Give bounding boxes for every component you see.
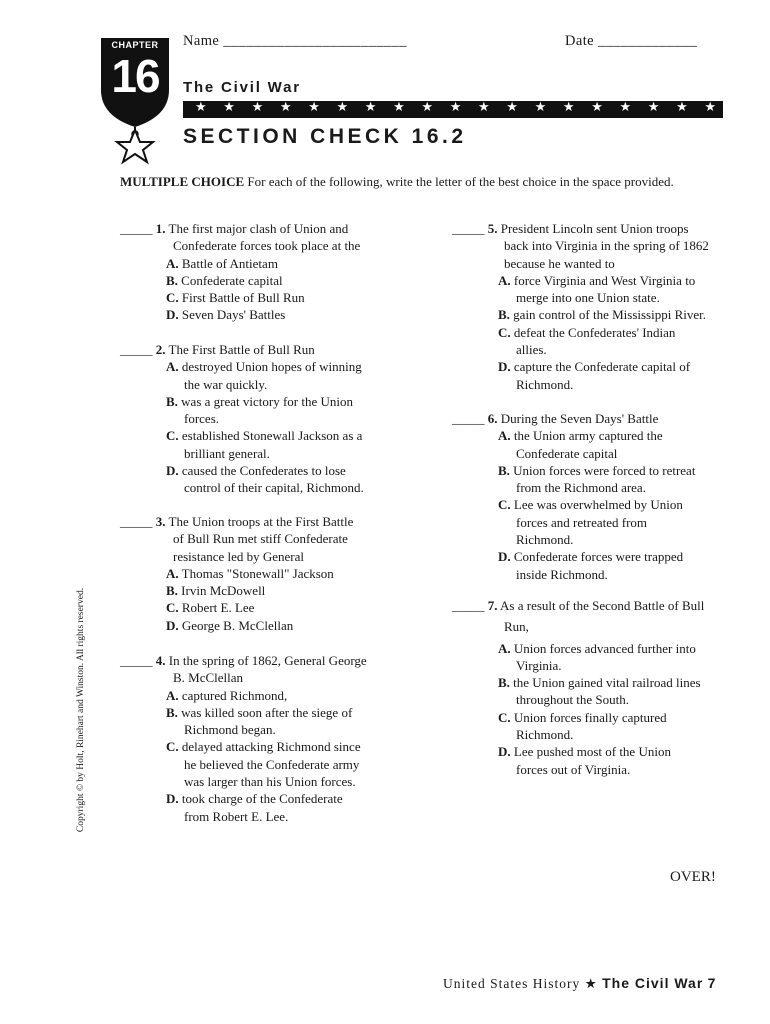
option-letter: D. [498, 359, 511, 375]
option-letter: D. [166, 791, 179, 807]
band-star-icon: ★ [393, 100, 405, 115]
question-stem [452, 220, 709, 237]
question-stem [452, 597, 704, 614]
answer-blank[interactable]: _____ [452, 411, 485, 426]
option-letter: D. [166, 307, 179, 323]
option-text-continued: from the Richmond area. [516, 480, 646, 496]
option-letter: A. [166, 359, 179, 375]
option-d [452, 743, 704, 760]
option-a [452, 427, 695, 444]
question-number: 6. [484, 411, 498, 426]
option-text: captured Richmond, [178, 687, 288, 703]
instructions-label: MULTIPLE CHOICE [120, 174, 245, 189]
option-letter: A. [498, 272, 511, 288]
question-2 [120, 341, 364, 497]
option-letter: B. [166, 583, 178, 599]
band-star-icon: ★ [336, 100, 349, 115]
section-title: SECTION CHECK 16.2 [183, 125, 467, 148]
option-b [120, 582, 353, 599]
answer-blank[interactable]: _____ [120, 342, 153, 357]
option-text: Irvin McDowell [177, 583, 266, 599]
option-text-continued: Confederate capital [516, 445, 618, 461]
option-d [120, 790, 367, 807]
question-text: Confederate forces took place at the [173, 238, 361, 254]
option-text: was a great victory for the Union [177, 393, 354, 409]
question-stem [120, 513, 353, 530]
option-letter: C. [498, 324, 511, 340]
question-5 [452, 220, 709, 393]
option-text: the Union army captured the [510, 428, 663, 444]
option-letter: B. [498, 462, 510, 478]
question-text: President Lincoln sent Union troops [497, 221, 689, 236]
option-b [452, 674, 704, 691]
band-star-icon: ★ [251, 100, 264, 115]
question-text: back into Virginia in the spring of 1862 [504, 238, 709, 254]
footer-page-number: 7 [707, 975, 717, 991]
option-letter: A. [498, 640, 511, 656]
footer-star-icon: ★ [584, 976, 598, 991]
option-d [120, 617, 353, 634]
option-text: Seven Days' Battles [178, 307, 286, 323]
option-text: Thomas "Stonewall" Jackson [178, 565, 334, 581]
option-letter: B. [498, 307, 510, 323]
option-text: First Battle of Bull Run [178, 290, 305, 306]
question-text: The First Battle of Bull Run [165, 342, 315, 357]
option-text-continued: brilliant general. [184, 445, 270, 461]
question-3 [120, 513, 353, 634]
band-star-icon: ★ [506, 100, 518, 115]
option-b [452, 462, 695, 479]
option-c [120, 599, 353, 616]
answer-blank[interactable]: _____ [120, 653, 153, 668]
band-star-icon: ★ [421, 100, 434, 115]
question-number: 2. [152, 342, 166, 357]
option-text: gain control of the Mississippi River. [509, 307, 706, 323]
option-letter: C. [166, 600, 179, 616]
option-letter: C. [498, 497, 511, 513]
question-number: 3. [152, 514, 166, 529]
question-number: 7. [484, 598, 498, 613]
option-text-continued: the war quickly. [184, 376, 268, 392]
option-text-continued: merge into one Union state. [516, 290, 660, 306]
instructions-text: For each of the following, write the letter of the best choice in the space provided. [244, 174, 674, 189]
option-d [120, 306, 360, 323]
option-text: Robert E. Lee [178, 600, 255, 616]
question-text: During the Seven Days' Battle [497, 411, 659, 426]
option-text: George B. McClellan [178, 617, 294, 633]
option-text-continued: he believed the Confederate army [184, 756, 360, 772]
band-star-icon: ★ [619, 100, 632, 115]
question-number: 4. [152, 653, 166, 668]
question-text: B. McClellan [173, 670, 244, 686]
option-a [120, 687, 367, 704]
option-text: the Union gained vital railroad lines [509, 675, 701, 691]
over-label: OVER! [670, 869, 716, 885]
option-letter: C. [166, 428, 179, 444]
option-letter: D. [498, 744, 511, 760]
option-c [452, 709, 704, 726]
option-letter: B. [166, 393, 178, 409]
option-d [120, 462, 364, 479]
answer-blank[interactable]: _____ [452, 598, 485, 613]
option-text-continued: Richmond. [516, 727, 574, 743]
footer-book: United States History [443, 976, 581, 991]
question-text: In the spring of 1862, General George [165, 653, 367, 668]
band-star-icon: ★ [364, 100, 377, 115]
question-6 [452, 410, 695, 583]
option-a [452, 640, 704, 657]
option-d [452, 358, 709, 375]
option-c [452, 324, 709, 341]
option-text: caused the Confederates to lose [178, 463, 346, 479]
option-text: established Stonewall Jackson as a [178, 428, 363, 444]
option-letter: B. [498, 675, 510, 691]
option-text: capture the Confederate capital of [510, 359, 691, 375]
question-text: The Union troops at the First Battle [165, 514, 354, 529]
option-letter: A. [166, 687, 179, 703]
question-text: of Bull Run met stiff Confederate [173, 531, 348, 547]
option-text: was killed soon after the siege of [177, 704, 353, 720]
question-stem [120, 652, 367, 669]
star-icon [117, 130, 153, 162]
name-field[interactable]: Name ________________________ [183, 33, 407, 49]
option-text-continued: allies. [516, 342, 547, 358]
option-text: Union forces finally captured [510, 709, 667, 725]
option-text-continued: throughout the South. [516, 692, 630, 708]
option-text-continued: was larger than his Union forces. [184, 774, 356, 790]
question-number: 1. [152, 221, 166, 236]
question-text: resistance led by General [173, 548, 305, 564]
question-stem [120, 220, 360, 237]
answer-blank[interactable]: _____ [120, 514, 153, 529]
option-b [120, 272, 360, 289]
option-text-continued: inside Richmond. [516, 566, 608, 582]
option-letter: D. [166, 463, 179, 479]
option-text-continued: Richmond began. [184, 722, 276, 738]
question-7 [452, 597, 704, 778]
copyright-notice: Copyright © by Holt, Rinehart and Winston. All rights reserved. [76, 587, 86, 833]
option-a [120, 255, 360, 272]
badge-number: 16 [111, 50, 159, 102]
option-text: Lee pushed most of the Union [510, 744, 671, 760]
band-star-icon: ★ [449, 100, 462, 115]
band-star-icon: ★ [534, 100, 547, 115]
option-letter: B. [166, 704, 178, 720]
option-text-continued: forces and retreated from [516, 514, 648, 530]
band-star-icon: ★ [591, 100, 603, 115]
band-star-icon: ★ [308, 100, 320, 115]
option-c [452, 496, 695, 513]
chapter-title: The Civil War [183, 79, 301, 96]
option-b [120, 393, 364, 410]
page-footer [443, 975, 716, 992]
question-text: The first major clash of Union and [165, 221, 349, 236]
date-field[interactable]: Date _____________ [565, 33, 698, 49]
option-letter: D. [166, 617, 179, 633]
band-star-icon: ★ [195, 100, 207, 115]
option-text: destroyed Union hopes of winning [178, 359, 362, 375]
option-text-continued: forces out of Virginia. [516, 761, 631, 777]
option-b [452, 306, 709, 323]
star-band [183, 101, 723, 118]
option-text: Union forces were forced to retreat [509, 462, 696, 478]
question-4 [120, 652, 367, 825]
option-letter: C. [166, 290, 179, 306]
option-text-continued: Virginia. [516, 657, 562, 673]
badge-label: CHAPTER [111, 40, 159, 50]
option-c [120, 427, 364, 444]
option-text: Battle of Antietam [178, 255, 278, 271]
question-text: because he wanted to [504, 255, 615, 271]
option-text: defeat the Confederates' Indian [510, 324, 676, 340]
option-text-continued: Richmond. [516, 376, 574, 392]
option-a [120, 565, 353, 582]
option-text: Confederate capital [177, 272, 283, 288]
option-text: took charge of the Confederate [178, 791, 343, 807]
option-text-continued: forces. [184, 411, 220, 427]
option-text: force Virginia and West Virginia to [510, 272, 696, 288]
footer-chapter: The Civil War [602, 975, 704, 991]
option-b [120, 704, 367, 721]
band-star-icon: ★ [478, 100, 490, 115]
question-text: Run, [504, 619, 529, 635]
option-text-continued: from Robert E. Lee. [184, 808, 289, 824]
option-text: delayed attacking Richmond since [178, 739, 361, 755]
option-text: Union forces advanced further into [510, 640, 696, 656]
question-number: 5. [484, 221, 498, 236]
question-stem [120, 341, 364, 358]
option-a [452, 272, 709, 289]
option-letter: C. [166, 739, 179, 755]
option-letter: A. [498, 428, 511, 444]
band-star-icon: ★ [704, 100, 717, 115]
band-star-icon: ★ [647, 100, 660, 115]
question-1 [120, 220, 360, 324]
instructions [120, 174, 674, 190]
answer-blank[interactable]: _____ [452, 221, 485, 236]
option-letter: D. [498, 549, 511, 565]
option-d [452, 548, 695, 565]
option-c [120, 289, 360, 306]
answer-blank[interactable]: _____ [120, 221, 153, 236]
question-stem [452, 410, 695, 427]
band-star-icon: ★ [676, 100, 688, 115]
question-text: As a result of the Second Battle of Bull [497, 598, 705, 613]
band-star-icon: ★ [223, 100, 235, 115]
option-text-continued: Richmond. [516, 532, 574, 548]
band-star-icon: ★ [562, 100, 575, 115]
option-text: Lee was overwhelmed by Union [510, 497, 683, 513]
option-c [120, 738, 367, 755]
option-text-continued: control of their capital, Richmond. [184, 480, 364, 496]
option-letter: A. [166, 255, 179, 271]
option-letter: C. [498, 709, 511, 725]
option-a [120, 358, 364, 375]
option-text: Confederate forces were trapped [510, 549, 684, 565]
option-letter: B. [166, 272, 178, 288]
option-letter: A. [166, 565, 179, 581]
band-star-icon: ★ [279, 100, 292, 115]
